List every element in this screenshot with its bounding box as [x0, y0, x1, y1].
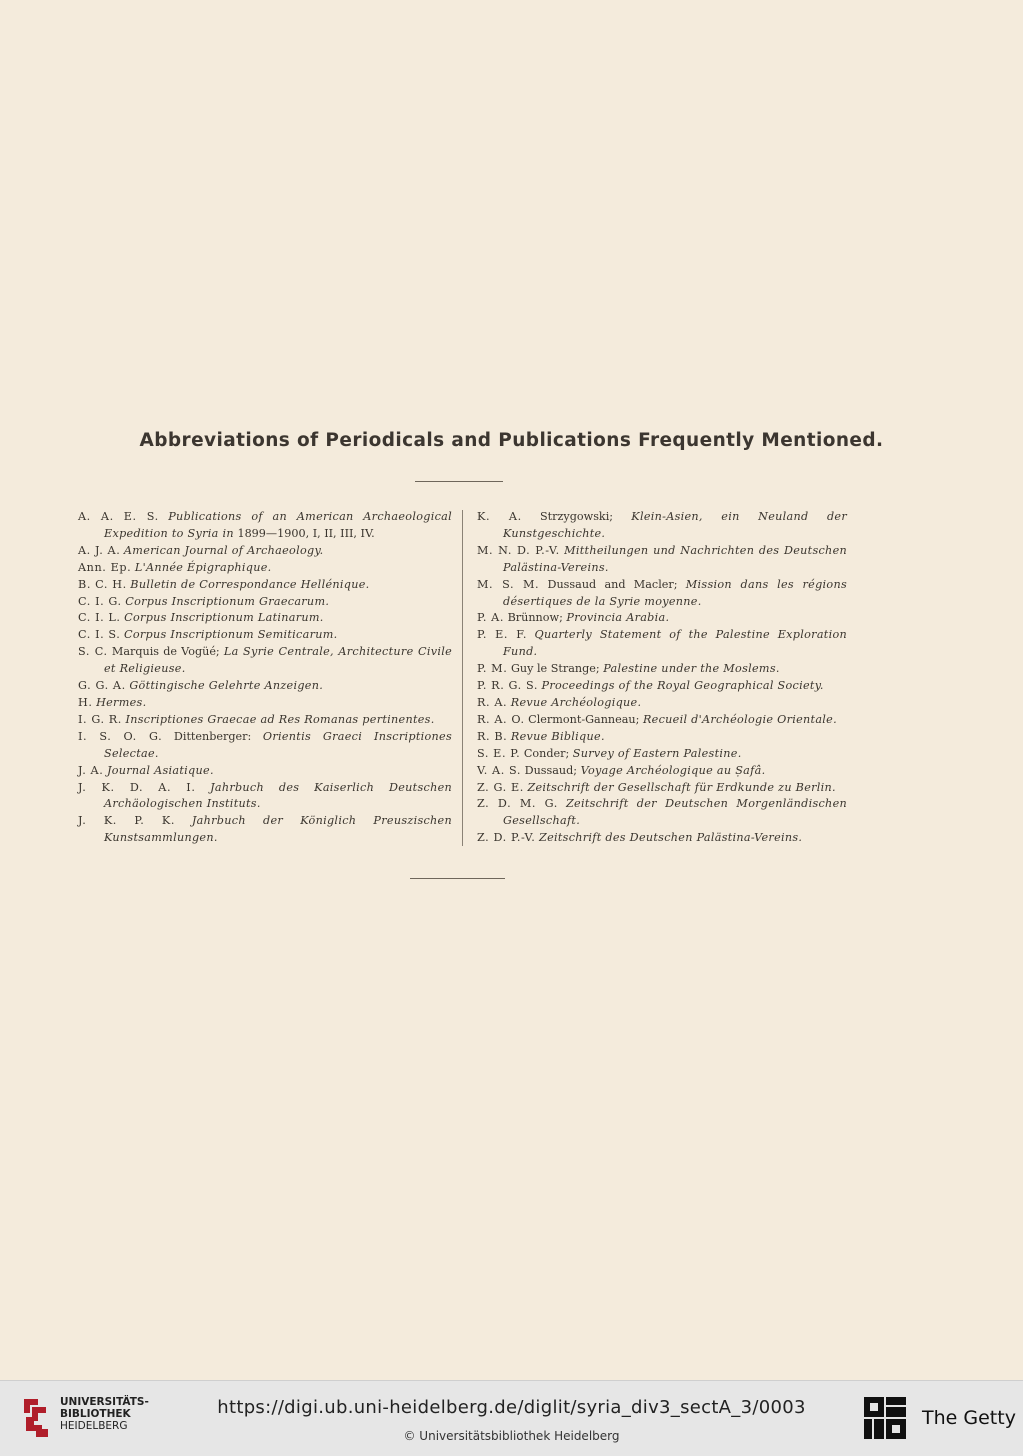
abbreviation: I. G. R.	[78, 712, 122, 726]
publication-title: L'Année Épigraphique.	[134, 560, 272, 574]
publication-title: Corpus Inscriptionum Latinarum.	[124, 611, 324, 625]
abbreviation-entry	[78, 577, 452, 594]
abbreviation-entry	[78, 644, 452, 678]
abbreviation-entry	[78, 813, 452, 847]
author: Brünnow;	[504, 611, 567, 625]
abbreviation-entry	[477, 509, 847, 543]
author	[527, 628, 535, 641]
abbreviation-entry	[477, 729, 847, 746]
abbreviation-entry	[78, 712, 452, 729]
copyright-notice: © Universitätsbibliothek Heidelberg	[403, 1429, 620, 1443]
publication-title: Provincia Arabia.	[566, 611, 670, 625]
publication-title: Voyage Archéologique au Ṣafâ.	[580, 763, 766, 777]
publication-title: Mission dans les régions désertiques de la Syrie moyenne.	[503, 577, 847, 608]
publication-title: Proceedings of the Royal Geographical Society.	[541, 679, 824, 693]
publication-title: Inscriptiones Graecae ad Res Romanas pertinentes.	[125, 712, 435, 726]
abbreviation: Ann. Ep.	[78, 560, 132, 574]
abbreviation-entry	[477, 543, 847, 577]
abbreviation: M. N. D. P.-V.	[477, 543, 560, 557]
author: Marquis de Vogüé;	[107, 645, 224, 659]
author: Strzygowski;	[521, 510, 632, 523]
author: Dittenberger:	[162, 729, 263, 743]
abbreviation-entry	[78, 763, 452, 780]
abbreviation: B. C. H.	[78, 577, 127, 591]
abbreviation-entry	[78, 678, 452, 695]
abbreviation: G. G. A.	[78, 679, 126, 693]
abbreviation-entry	[477, 678, 847, 695]
publication-title: La Syrie Centrale, Architecture Civile et Religieuse.	[104, 645, 452, 676]
author	[159, 510, 168, 523]
publication-title: Publications of an American Archaeological Expedition to Syria in	[104, 510, 452, 540]
publication-title: Revue Biblique.	[510, 729, 605, 743]
permalink-url[interactable]: https://digi.ub.uni-heidelberg.de/diglit/syria_div3_sectA_3/0003	[217, 1397, 806, 1418]
publication-title: Zeitschrift des Deutschen Palästina-Vereins.	[539, 831, 803, 845]
publication-title: Klein-Asien, ein Neuland der Kunstgeschichte.	[503, 510, 847, 540]
author: Clermont-Ganneau;	[524, 712, 643, 726]
abbreviation-entry	[78, 780, 452, 814]
university-library-name: UNIVERSITÄTS- BIBLIOTHEK HEIDELBERG	[60, 1396, 149, 1432]
abbreviation: Z. D. M. G.	[477, 797, 558, 811]
abbreviation-entry	[477, 577, 847, 611]
author: Guy le Strange;	[507, 662, 604, 676]
abbreviation-entry	[78, 509, 452, 543]
abbreviation-entry	[78, 560, 452, 577]
publication-title: Bulletin de Correspondance Hellénique.	[130, 577, 370, 591]
author: Dussaud;	[521, 763, 581, 777]
abbreviation-entry	[78, 695, 452, 712]
abbreviation: P. M.	[477, 662, 508, 676]
page-title: Abbreviations of Periodicals and Publications Frequently Mentioned.	[139, 430, 884, 451]
abbreviation-entry	[477, 746, 847, 763]
publication-title: Corpus Inscriptionum Semiticarum.	[124, 628, 338, 642]
author	[195, 781, 210, 794]
abbreviation: A. A. E. S.	[78, 510, 159, 523]
publication-title: American Journal of Archaeology.	[123, 543, 324, 557]
abbreviation-entry	[78, 610, 452, 627]
abbreviation-entry	[477, 712, 847, 729]
abbreviation: A. J. A.	[78, 543, 121, 557]
abbreviation: C. I. S.	[78, 628, 121, 642]
abbreviation: S. E. P.	[477, 746, 521, 760]
publication-title: Jahrbuch der Königlich Preuszischen Kunstsammlungen.	[104, 814, 452, 845]
abbreviations-right-column	[477, 509, 847, 847]
publication-title: Hermes.	[96, 695, 147, 709]
abbreviation-entry	[78, 543, 452, 560]
abbreviation: M. S. M.	[477, 577, 540, 591]
abbreviation: P. A.	[477, 611, 505, 625]
author: Dussaud and Macler;	[539, 577, 686, 591]
abbreviation: J. K. P. K.	[78, 814, 176, 828]
publication-title: Corpus Inscriptionum Graecarum.	[125, 594, 330, 608]
publication-title: Mittheilungen und Nachrichten des Deutschen Palästina-Vereins.	[503, 543, 847, 574]
abbreviation: J. A.	[78, 763, 104, 777]
abbreviation-entry	[78, 627, 452, 644]
abbreviation: Z. G. E.	[477, 780, 524, 794]
column-divider	[462, 510, 463, 846]
publication-title: Revue Archéologique.	[510, 695, 642, 709]
abbreviation: R. A. O.	[477, 712, 525, 726]
abbreviation-entry	[78, 729, 452, 763]
publication-title: Palestine under the Moslems.	[603, 662, 780, 676]
abbreviations-left-column	[78, 509, 452, 847]
author: Conder;	[520, 746, 573, 760]
abbreviation-entry	[477, 661, 847, 678]
author	[175, 814, 192, 827]
abbreviation: Z. D. P.-V.	[477, 831, 536, 845]
author	[558, 797, 566, 810]
abbreviation: C. I. G.	[78, 594, 122, 608]
abbreviation-entry	[477, 796, 847, 830]
getty-partner-name: The Getty	[922, 1407, 1016, 1429]
abbreviation: K. A.	[477, 510, 522, 523]
abbreviation-entry	[477, 610, 847, 627]
abbreviation: R. B.	[477, 729, 508, 743]
publication-title: Survey of Eastern Palestine.	[572, 746, 742, 760]
abbreviation-entry	[477, 830, 847, 847]
abbreviation: P. E. F.	[477, 628, 527, 642]
abbreviation: P. R. G. S.	[477, 679, 538, 693]
title-rule	[415, 481, 503, 482]
publication-title: Journal Asiatique.	[106, 763, 214, 777]
publication-title: Jahrbuch des Kaiserlich Deutschen Archäologischen Instituts.	[104, 780, 452, 811]
abbreviation-entry	[477, 780, 847, 797]
abbreviation: R. A.	[477, 695, 508, 709]
publication-title: Quarterly Statement of the Palestine Exploration Fund.	[503, 628, 847, 659]
publication-title: Recueil d'Archéologie Orientale.	[642, 712, 837, 726]
abbreviation-entry	[477, 763, 847, 780]
publication-title: Zeitschrift der Deutschen Morgenländischen Gesellschaft.	[503, 797, 847, 828]
abbreviation: S. C.	[78, 645, 108, 659]
publication-title: Göttingische Gelehrte Anzeigen.	[129, 679, 324, 693]
getty-logo-icon	[862, 1395, 908, 1441]
abbreviation-entry	[477, 627, 847, 661]
end-rule	[410, 878, 505, 879]
abbreviation: J. K. D. A. I.	[78, 780, 196, 794]
publication-title: Orientis Graeci Inscriptiones Selectae.	[104, 729, 452, 760]
abbreviation-entry	[78, 594, 452, 611]
abbreviation: C. I. L.	[78, 611, 121, 625]
viewer-footer	[0, 1380, 1023, 1456]
abbreviation: H.	[78, 695, 93, 709]
abbreviation: I. S. O. G.	[78, 729, 163, 743]
publication-title: Zeitschrift der Gesellschaft für Erdkunde zu Berlin.	[527, 780, 836, 794]
publication-details: 1899—1900, I, II, III, IV.	[233, 526, 375, 540]
abbreviation-entry	[477, 695, 847, 712]
abbreviation: V. A. S.	[477, 763, 522, 777]
